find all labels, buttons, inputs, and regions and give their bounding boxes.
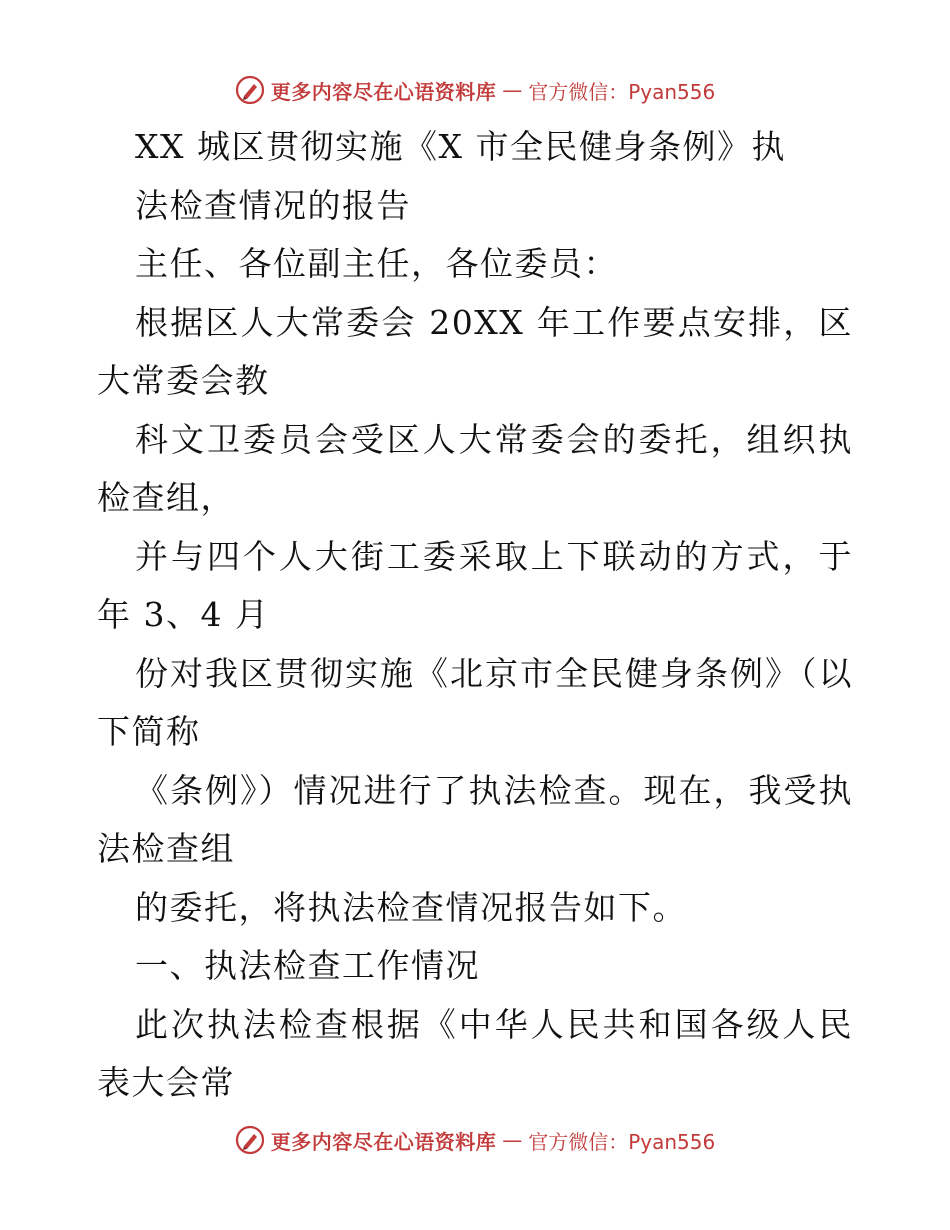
body-line: 年 3、4 月 <box>97 595 270 634</box>
watermark-dash: — <box>502 78 523 102</box>
watermark-brand: 更多内容尽在心语资料库 <box>270 1129 497 1154</box>
body-line: 检查组， <box>97 478 235 517</box>
watermark-dash: — <box>502 1128 523 1152</box>
watermark-wechat: 官方微信：Pyan556 <box>528 1129 716 1154</box>
body-line: 法检查组 <box>97 829 235 868</box>
body-line: 《条例》）情况进行了执法检查。现在，我受执 <box>135 770 853 810</box>
doc-title-line-1: XX 城区贯彻实施《X 市全民健身条例》执 <box>135 127 786 166</box>
document-body <box>97 118 853 1113</box>
body-line: 份对我区贯彻实施《北京市全民健身条例》（以 <box>135 653 853 693</box>
body-line: 此次执法检查根据《中华人民共和国各级人民 <box>135 1004 853 1044</box>
body-line: 下简称 <box>97 712 201 751</box>
salutation: 主任、各位副主任，各位委员： <box>135 244 618 283</box>
body-line: 并与四个人大街工委采取上下联动的方式，于 <box>135 536 853 576</box>
body-line: 大常委会教 <box>97 361 270 400</box>
pen-logo-icon <box>235 1125 265 1155</box>
body-line: 科文卫委员会受区人大常委会的委托，组织执 <box>135 419 853 459</box>
watermark-footer <box>0 1120 950 1160</box>
watermark-brand: 更多内容尽在心语资料库 <box>270 79 497 104</box>
body-line: 表大会常 <box>97 1063 235 1102</box>
pen-logo-icon <box>235 75 265 105</box>
body-line: 根据区人大常委会 20XX 年工作要点安排，区 <box>135 302 853 342</box>
doc-title-line-2: 法检查情况的报告 <box>135 185 411 225</box>
watermark-wechat: 官方微信：Pyan556 <box>528 79 716 104</box>
watermark-header <box>0 70 950 110</box>
body-line: 的委托，将执法检查情况报告如下。 <box>135 887 687 927</box>
section-heading: 一、执法检查工作情况 <box>135 946 480 985</box>
